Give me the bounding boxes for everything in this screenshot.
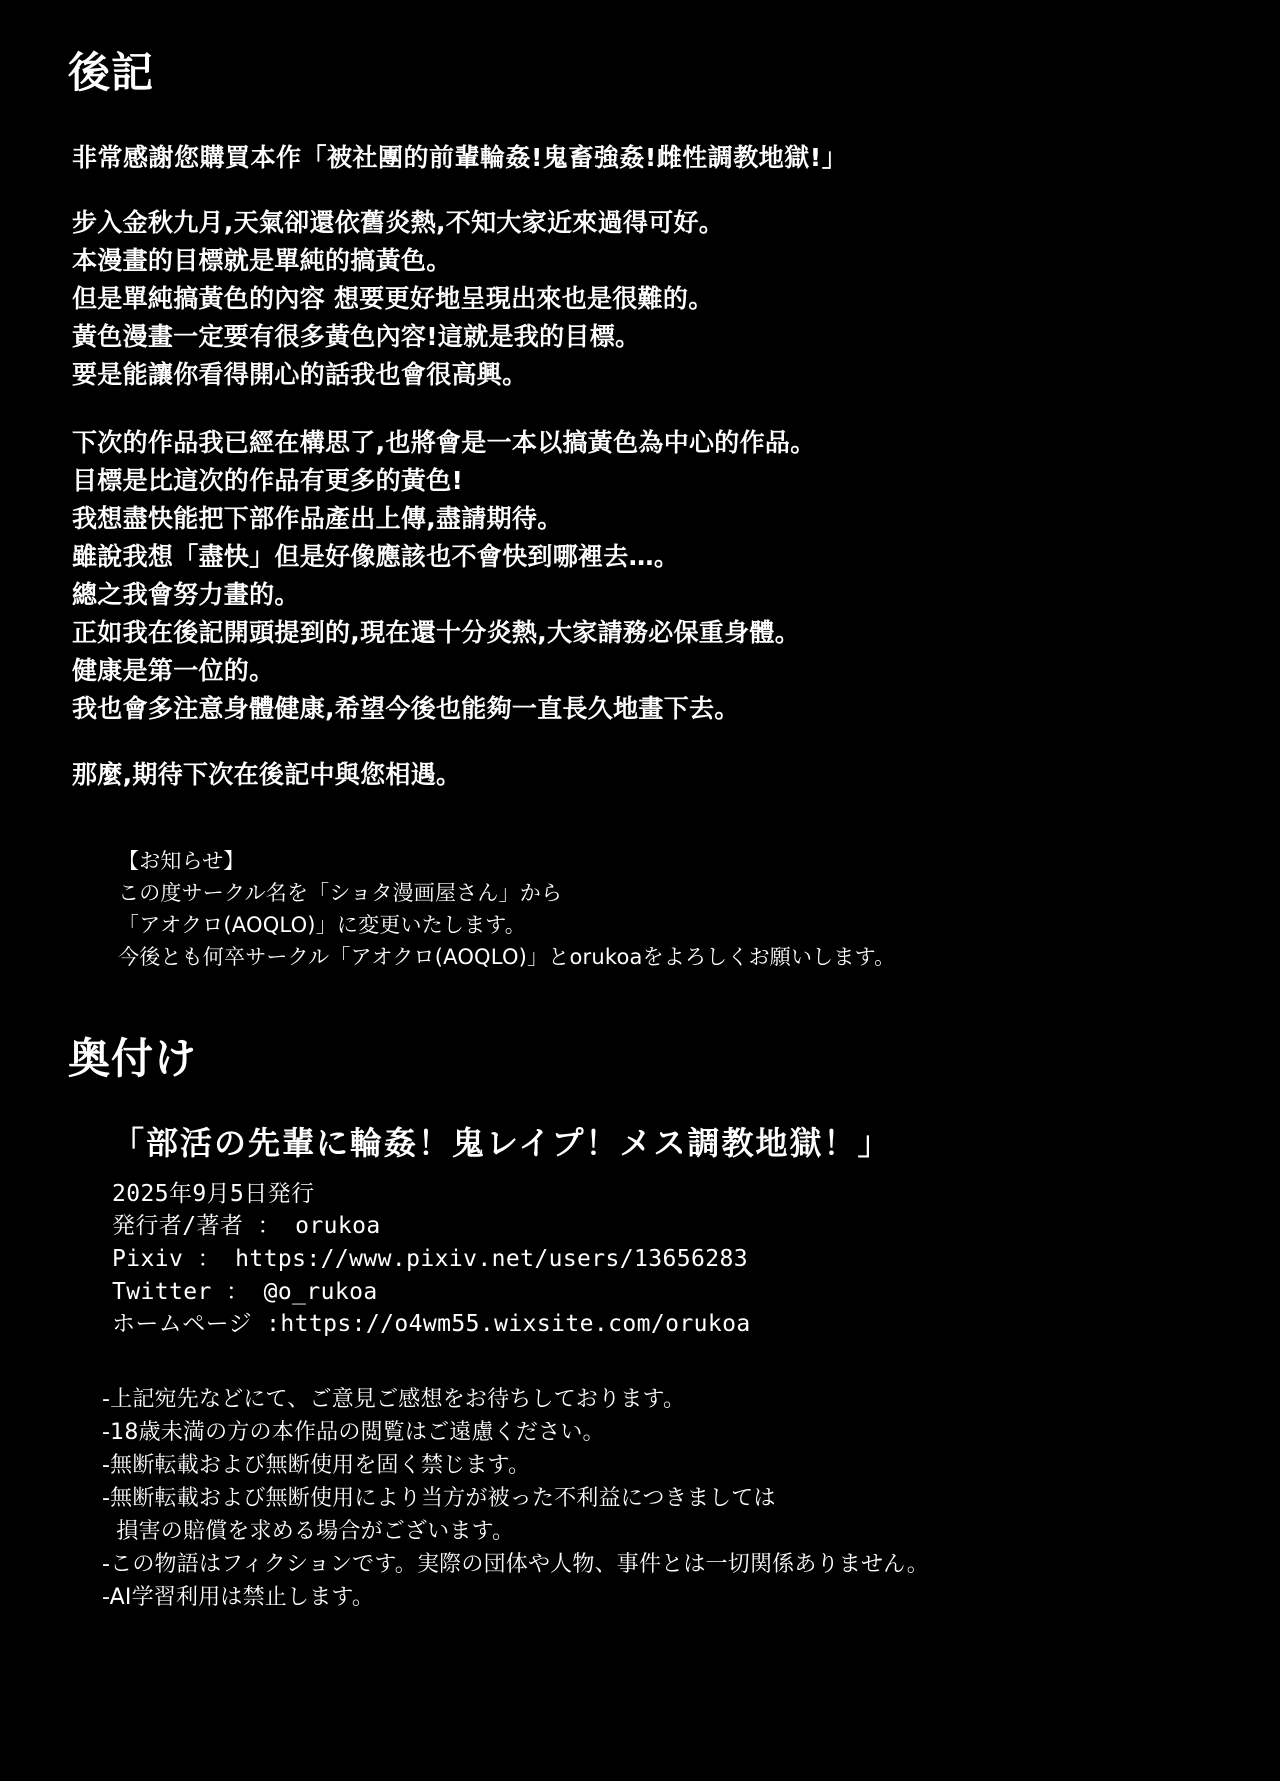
terms-line: -この物語はフィクションです。実際の団体や人物、事件とは一切関係ありません。 xyxy=(102,1552,929,1578)
terms-line: -18歳未満の方の本作品の閲覧はご遠慮ください。 xyxy=(102,1420,605,1446)
afterword-lead: 非常感謝您購買本作「被社團的前輩輪姦!鬼畜強姦!雌性調教地獄!」 xyxy=(72,143,848,173)
afterword-line: 步入金秋九月,天氣卻還依舊炎熱,不知大家近來過得可好。 xyxy=(72,208,725,238)
afterword-line: 我想盡快能把下部作品產出上傳,盡請期待。 xyxy=(72,504,563,534)
afterword-line: 健康是第一位的。 xyxy=(72,656,275,686)
afterword-line: 雖說我想「盡快」但是好像應該也不會快到哪裡去…。 xyxy=(72,542,680,572)
afterword-line: 我也會多注意身體健康,希望今後也能夠一直長久地畫下去。 xyxy=(72,694,740,724)
afterword-line: 正如我在後記開頭提到的,現在還十分炎熱,大家請務必保重身體。 xyxy=(72,618,800,648)
terms-line: -上記宛先などにて、ご意見ご感想をお待ちしております。 xyxy=(102,1387,686,1413)
terms-line: -AI学習利用は禁止します。 xyxy=(102,1585,375,1611)
author-line: 発行者/著者 ： orukoa xyxy=(112,1213,381,1240)
afterword-line: 本漫畫的目標就是單純的搞黃色。 xyxy=(72,246,452,276)
circle-name-notice xyxy=(118,846,1220,974)
terms-line: -無断転載および無断使用を固く禁じます。 xyxy=(102,1453,531,1479)
afterword-heading: 後記 xyxy=(68,48,155,97)
notice-line: この度サークル名を「ショタ漫画屋さん」から xyxy=(118,881,563,906)
afterword-paragraph-1 xyxy=(72,204,1220,394)
publication-date: 2025年9月5日発行 xyxy=(112,1180,315,1207)
terms-line: 損害の賠償を求める場合がございます。 xyxy=(102,1519,515,1545)
afterword-paragraph-3 xyxy=(72,756,1220,794)
afterword-line: 要是能讓你看得開心的話我也會很高興。 xyxy=(72,360,528,390)
pixiv-link[interactable]: Pixiv ： https://www.pixiv.net/users/13656283 xyxy=(112,1246,749,1273)
afterword-line: 總之我會努力畫的。 xyxy=(72,580,300,610)
notice-line: 今後とも何卒サークル「アオクロ(AOQLO)」とorukoaをよろしくお願いします。 xyxy=(118,944,896,969)
notice-line: 「アオクロ(AOQLO)」に変更いたします。 xyxy=(118,913,527,937)
afterword-line: 下次的作品我已經在構思了,也將會是一本以搞黃色為中心的作品。 xyxy=(72,428,816,458)
afterword-line: 但是單純搞黃色的內容 想要更好地呈現出來也是很難的。 xyxy=(72,284,714,314)
afterword-line: 黃色漫畫一定要有很多黃色內容!這就是我的目標。 xyxy=(72,322,641,352)
afterword-line: 那麼,期待下次在後記中與您相遇。 xyxy=(72,760,462,790)
homepage-link[interactable]: ホームページ :https://o4wm55.wixsite.com/orukoa xyxy=(112,1311,751,1338)
terms-line: -無断転載および無断使用により当方が被った不利益につきましては xyxy=(102,1486,776,1512)
terms-list xyxy=(102,1383,1220,1614)
notice-line: 【お知らせ】 xyxy=(118,849,245,874)
afterword-line: 目標是比這次的作品有更多的黃色! xyxy=(72,466,464,496)
book-title: 「部活の先輩に輪姦！鬼レイプ！メス調教地獄！」 xyxy=(112,1123,892,1162)
twitter-handle[interactable]: Twitter ： @o_rukoa xyxy=(112,1278,378,1305)
colophon-heading: 奥付け xyxy=(68,1033,198,1083)
afterword-paragraph-2 xyxy=(72,424,1220,728)
colophon-meta xyxy=(112,1178,1220,1341)
